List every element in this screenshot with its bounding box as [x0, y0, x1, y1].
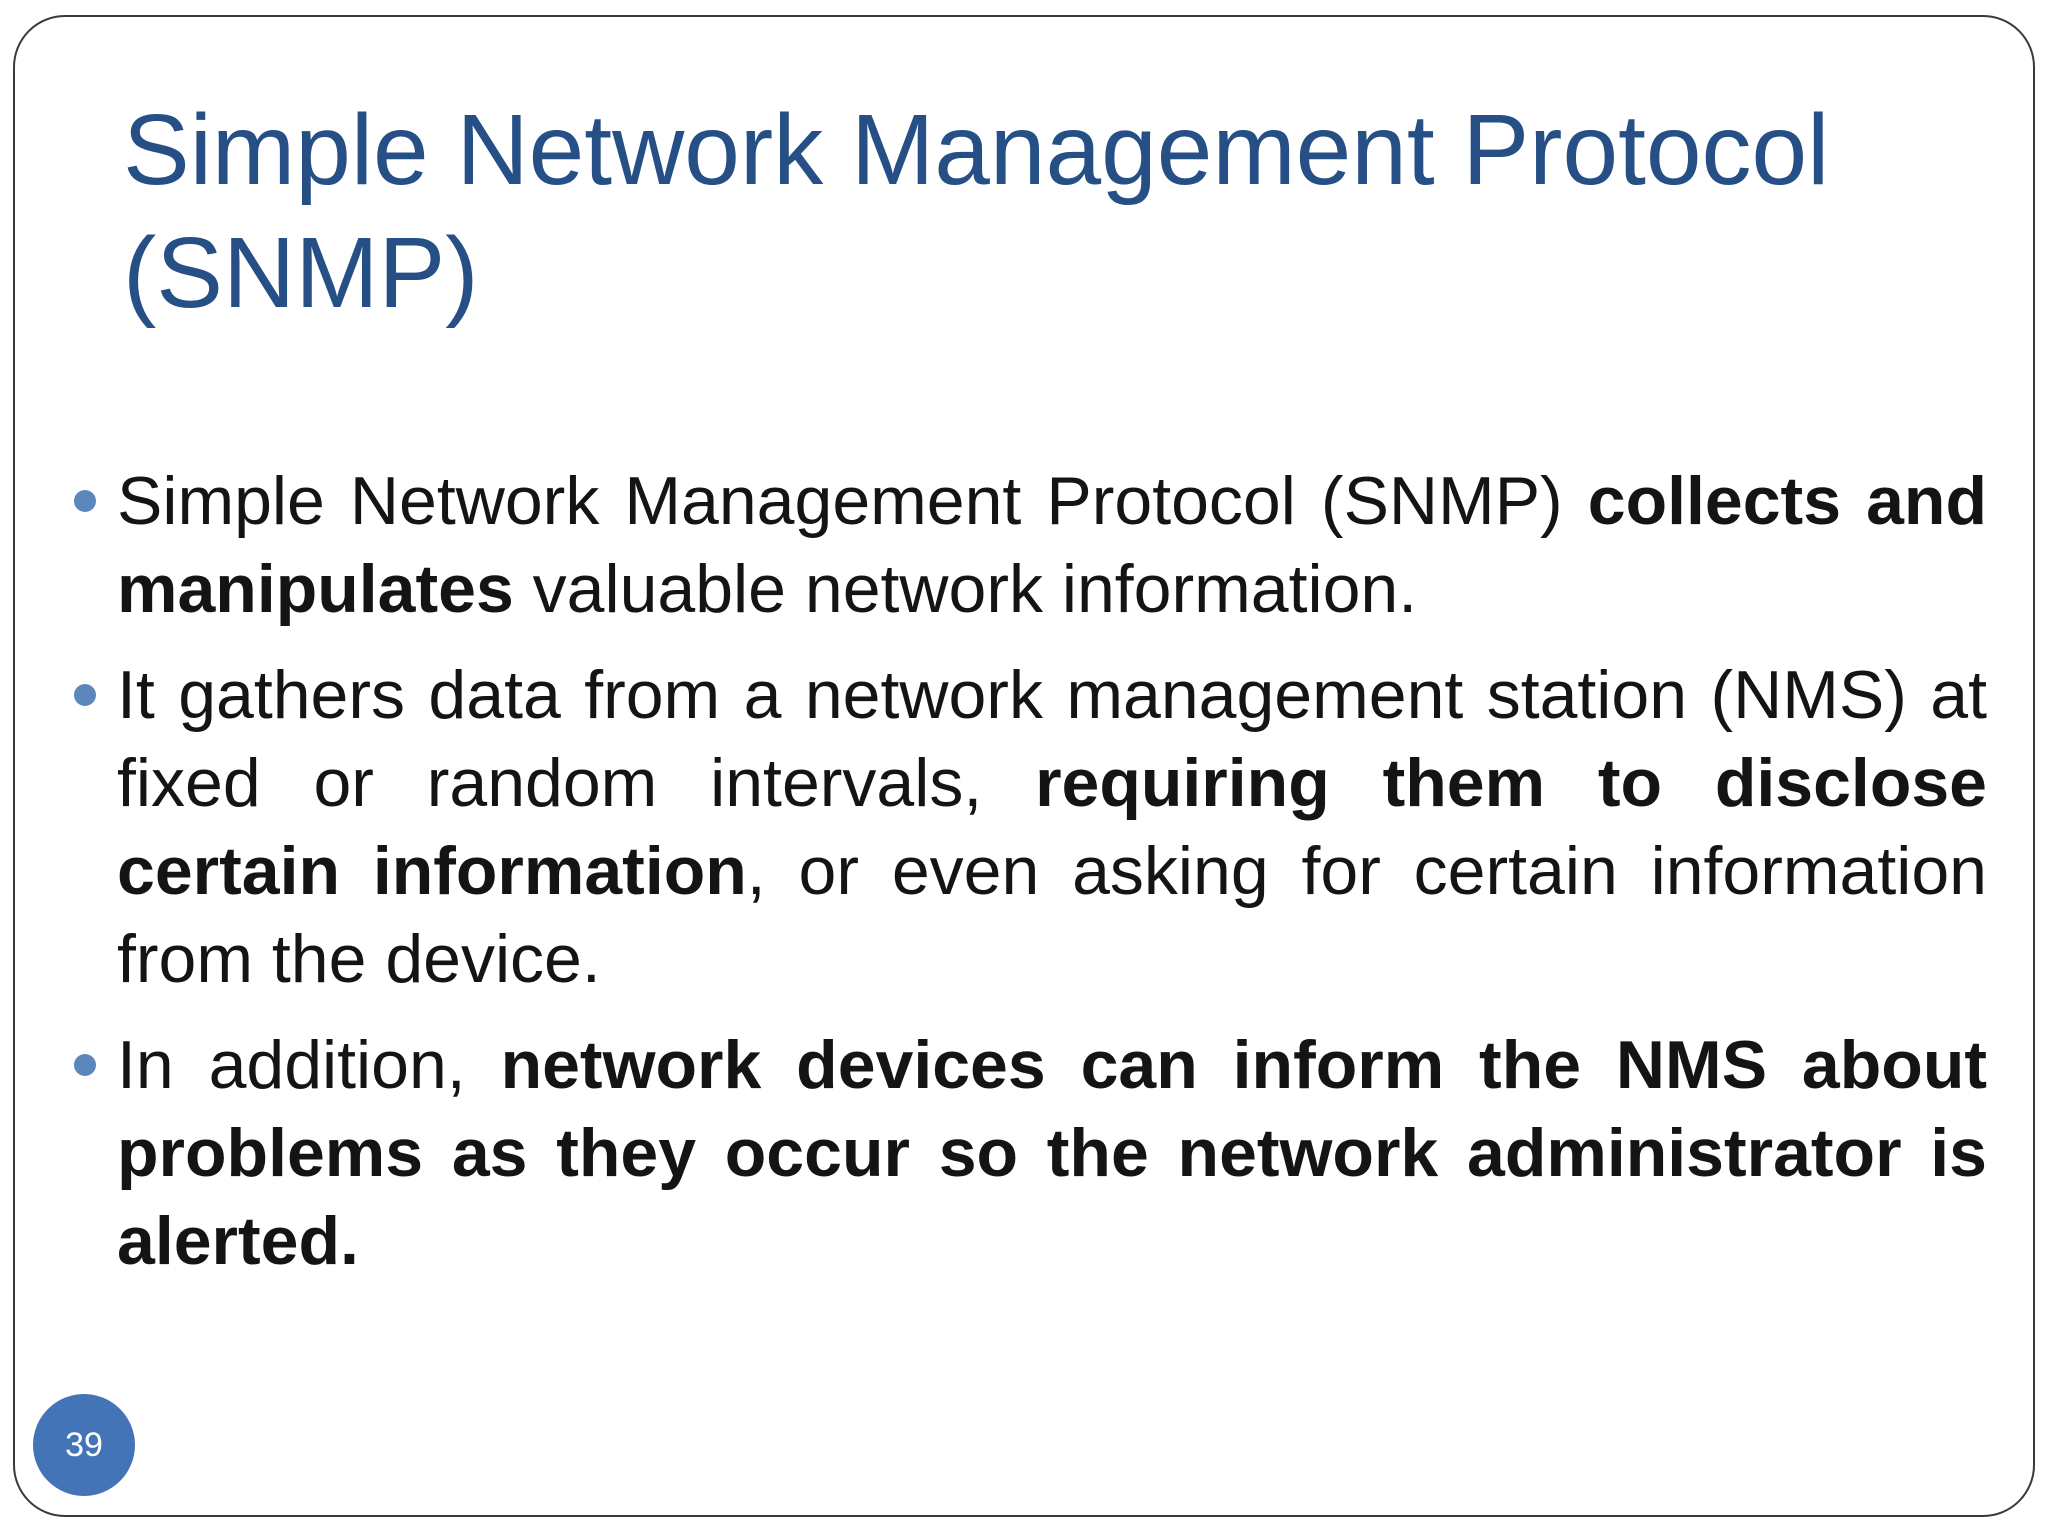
- bullet-text: Simple Network Management Protocol (SNMP): [117, 463, 1588, 539]
- page-number-badge: 39: [33, 1394, 135, 1496]
- bullet-dot-icon: [74, 1054, 96, 1076]
- bullet-dot-icon: [74, 490, 96, 512]
- bullet-item-3: [117, 1021, 1987, 1285]
- bullet-list: [117, 457, 1987, 1303]
- bullet-item-1: [117, 457, 1987, 633]
- bullet-text: , or even asking for certain information from the device.: [117, 833, 1987, 997]
- slide: [13, 15, 2035, 1517]
- bullet-text: In addition,: [117, 1027, 501, 1103]
- slide-title: Simple Network Management Protocol (SNMP): [123, 94, 1830, 329]
- bullet-bold-text: network devices can inform the NMS about problems as they occur so the network administrator is alerted.: [117, 1027, 1987, 1279]
- bullet-text: valuable network information.: [513, 551, 1418, 627]
- bullet-text: It gathers data from a network management station (NMS) at fixed or random intervals,: [117, 657, 1987, 821]
- bullet-item-2: [117, 651, 1987, 1003]
- bullet-dot-icon: [74, 684, 96, 706]
- bullet-bold-text: requiring them to disclose certain information: [117, 745, 1987, 909]
- bullet-bold-text: collects and manipulates: [117, 463, 1987, 627]
